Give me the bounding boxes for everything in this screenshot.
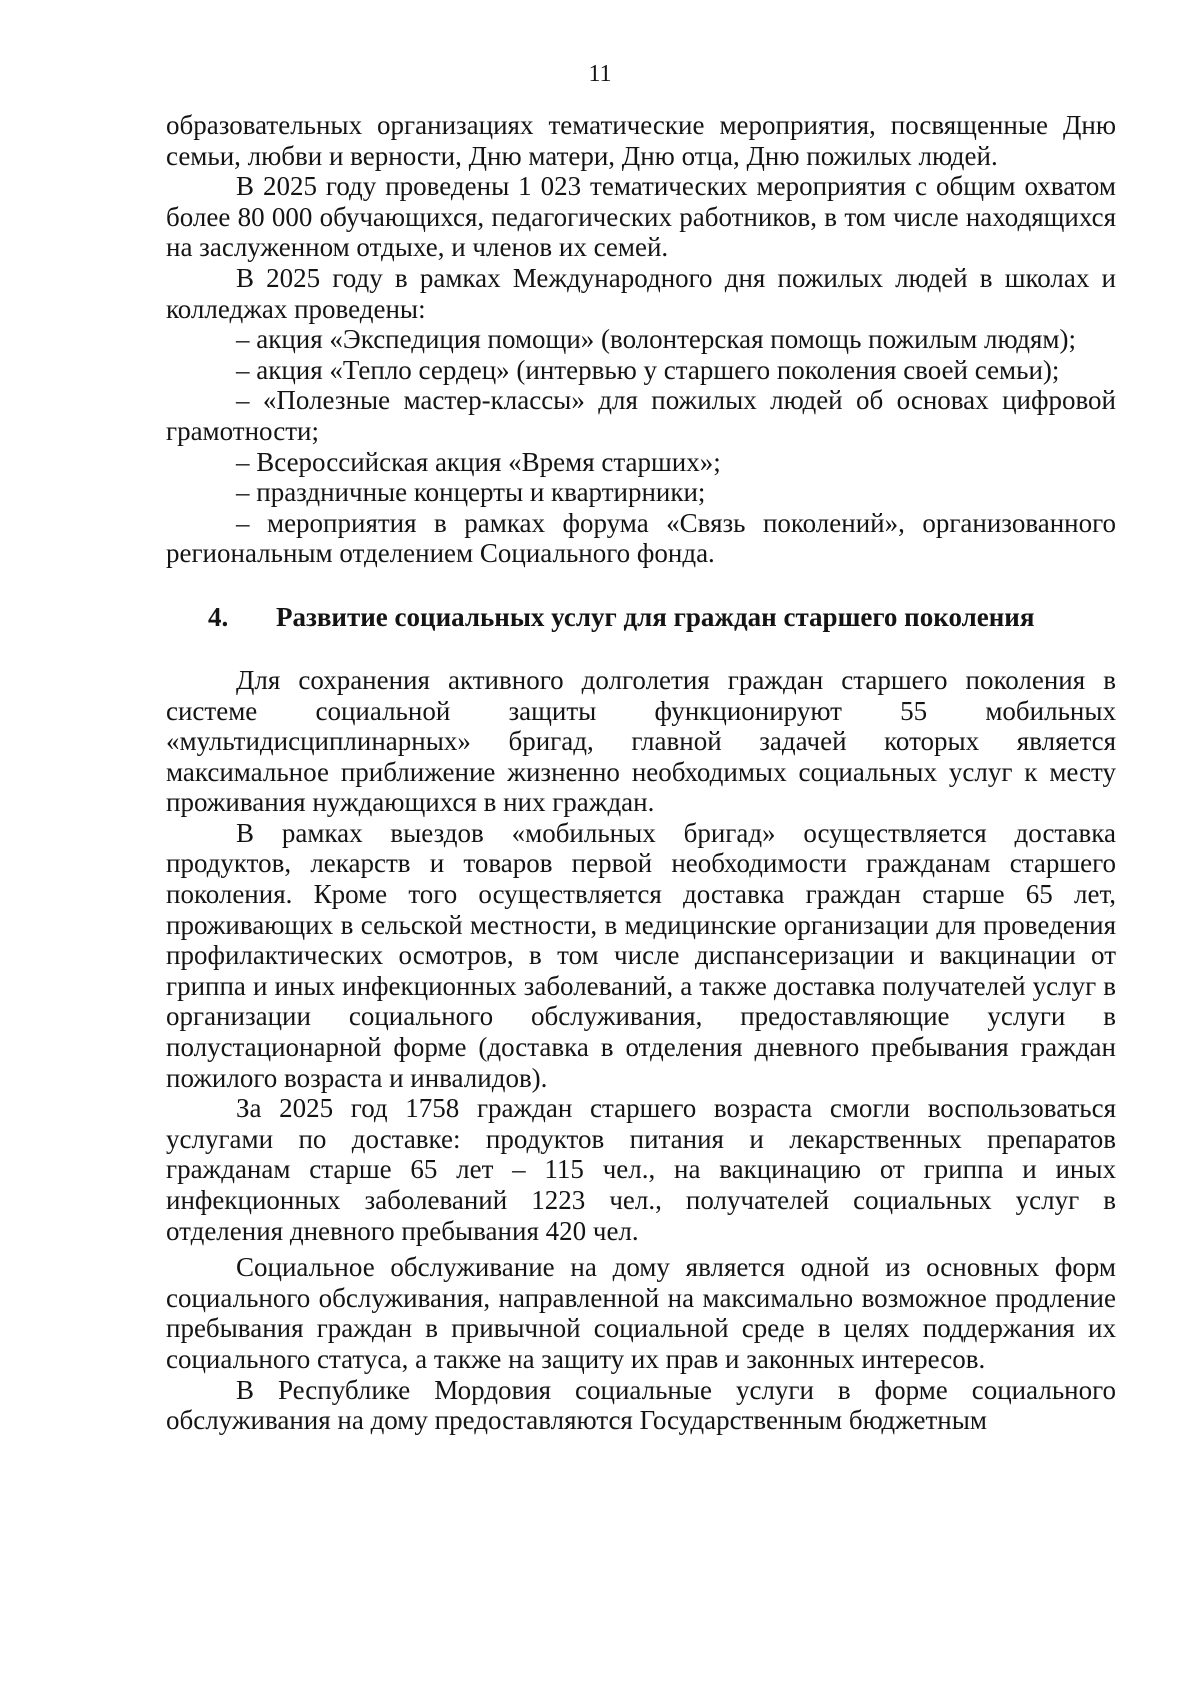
body-paragraph-mordovia: В Республике Мордовия социальные услуги в форме социального обслуживания на дому предоставляются Государственным бюджетным bbox=[166, 1374, 1116, 1436]
body-paragraph-home-service: Социальное обслуживание на дому является одной из основных форм социального обслуживания, направленной на максимально возможное продление пребывания граждан в привычной социальной среде в целях поддержания их социального статуса, а также на защиту их прав и законных интересов. bbox=[166, 1252, 1116, 1374]
list-item: – Всероссийская акция «Время старших»; bbox=[236, 446, 721, 477]
section-heading bbox=[166, 601, 1116, 633]
document-body bbox=[166, 110, 1116, 1436]
list-item: – мероприятия в рамках форума «Связь поколений», организованного региональным отделением Социального фонда. bbox=[166, 507, 1116, 569]
list-item: – «Полезные мастер-классы» для пожилых людей об основах цифровой грамотности; bbox=[166, 385, 1116, 446]
body-paragraph-statistics: За 2025 год 1758 граждан старшего возраста смогли воспользоваться услугами по доставке: продуктов питания и лекарственных препаратов гражданам старше 65 лет – 115 чел., на вакцинацию от гриппа и иных инфекционных заболеваний 1223 чел., получателей социальных услуг в отделения дневного пребывания 420 чел. bbox=[166, 1093, 1116, 1246]
body-paragraph-mobile-brigades: Для сохранения активного долголетия граждан старшего поколения в системе социальной защиты функционируют 55 мобильных «мультидисциплинарных» бригад, главной задачей которых является максимальное приближение жизненно необходимых социальных услуг к месту проживания нуждающихся в них граждан. bbox=[166, 664, 1116, 818]
intro-paragraph-events: В 2025 году проведены 1 023 тематических мероприятия с общим охватом более 80 000 обучающихся, педагогических работников, в том числе находящихся на заслуженном отдыхе, и членов их семей. bbox=[166, 171, 1116, 263]
section-number: 4. bbox=[208, 601, 229, 632]
page-number: 11 bbox=[588, 61, 612, 87]
section-title: Развитие социальных услуг для граждан старшего поколения bbox=[276, 601, 1035, 632]
intro-paragraph-elderly-day: В 2025 году в рамках Международного дня пожилых людей в школах и колледжах проведены: bbox=[166, 262, 1116, 324]
list-item: – акция «Экспедиция помощи» (волонтерская помощь пожилым людям); bbox=[236, 324, 1076, 355]
list-item: – праздничные концерты и квартирники; bbox=[236, 477, 706, 508]
list-item: – акция «Тепло сердец» (интервью у старшего поколения своей семьи); bbox=[236, 354, 1060, 385]
intro-paragraph-continued: образовательных организациях тематические мероприятия, посвященные Дню семьи, любви и верности, Дню матери, Дню отца, Дню пожилых людей. bbox=[166, 110, 1116, 171]
body-paragraph-deliveries: В рамках выездов «мобильных бригад» осуществляется доставка продуктов, лекарств и товаров первой необходимости гражданам старшего поколения. Кроме того осуществляется доставка граждан старше 65 лет, проживающих в сельской местности, в медицинские организации для проведения профилактических осмотров, в том числе диспансеризации и вакцинации от гриппа и иных инфекционных заболеваний, а также доставка получателей услуг в организации социального обслуживания, предоставляющие услуги в полустационарной форме (доставка в отделения дневного пребывания граждан пожилого возраста и инвалидов). bbox=[166, 817, 1116, 1093]
